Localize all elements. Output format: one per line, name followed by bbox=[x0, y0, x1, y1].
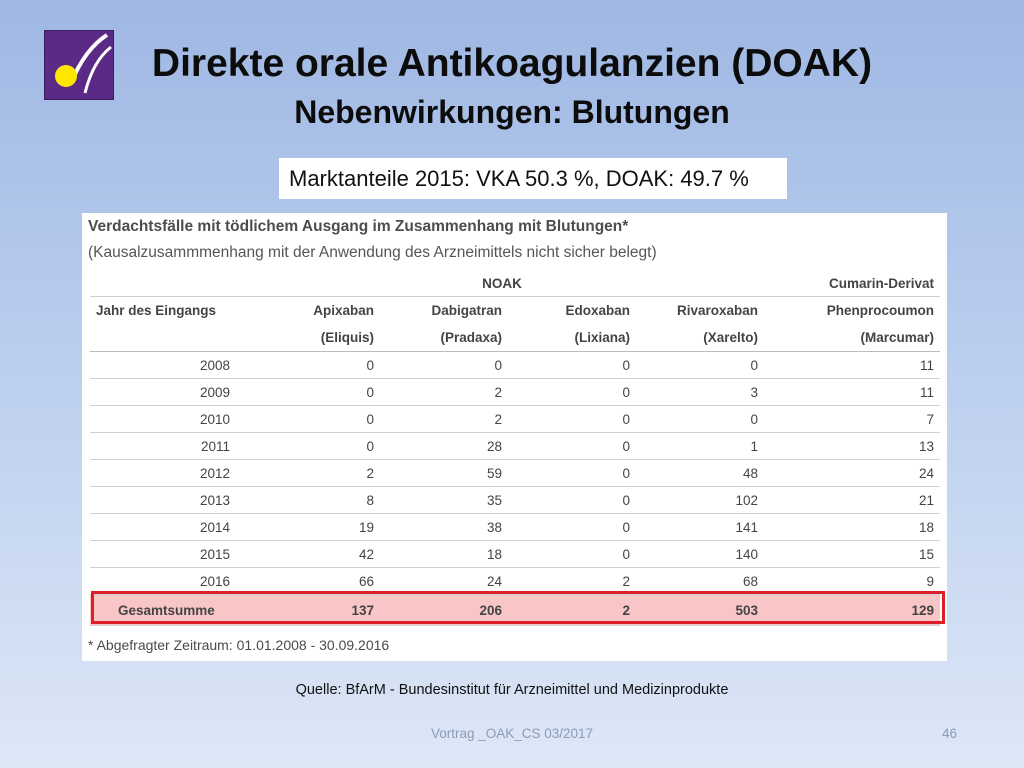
cell-edoxaban: 2 bbox=[508, 568, 636, 595]
fatality-table bbox=[90, 270, 940, 626]
cell-year: 2014 bbox=[90, 514, 240, 541]
table-row bbox=[90, 406, 940, 433]
cell-year: 2008 bbox=[90, 352, 240, 379]
cell-rivaroxaban: 1 bbox=[636, 433, 764, 460]
cell-rivaroxaban: 102 bbox=[636, 487, 764, 514]
col-sub-year bbox=[90, 324, 240, 352]
cell-rivaroxaban: 141 bbox=[636, 514, 764, 541]
col-header-apixaban: Apixaban bbox=[313, 303, 374, 318]
cell-dabigatran: 38 bbox=[380, 514, 508, 541]
cell-year: 2009 bbox=[90, 379, 240, 406]
slide-title: Direkte orale Antikoagulanzien (DOAK) bbox=[151, 42, 873, 85]
col-sub-edoxaban: (Lixiana) bbox=[508, 324, 636, 352]
col-sub-rivaroxaban: (Xarelto) bbox=[636, 324, 764, 352]
col-sub-dabigatran: (Pradaxa) bbox=[380, 324, 508, 352]
cell-edoxaban: 0 bbox=[508, 487, 636, 514]
total-row bbox=[90, 595, 940, 626]
table-row bbox=[90, 541, 940, 568]
cell-dabigatran: 24 bbox=[380, 568, 508, 595]
cell-year: 2016 bbox=[90, 568, 240, 595]
cell-dabigatran: 28 bbox=[380, 433, 508, 460]
total-dabigatran: 206 bbox=[380, 595, 508, 626]
cell-phenprocoumon: 13 bbox=[764, 433, 940, 460]
table-heading: Verdachtsfälle mit tödlichem Ausgang im Zusammenhang mit Blutungen* bbox=[88, 218, 629, 235]
total-phenprocoumon: 129 bbox=[764, 595, 940, 626]
cell-year: 2013 bbox=[90, 487, 240, 514]
cell-edoxaban: 0 bbox=[508, 541, 636, 568]
column-header-row bbox=[90, 297, 940, 325]
cell-phenprocoumon: 21 bbox=[764, 487, 940, 514]
table-subheading: (Kausalzusammmenhang mit der Anwendung des Arzneimittels nicht sicher belegt) bbox=[88, 244, 657, 261]
cell-year: 2010 bbox=[90, 406, 240, 433]
column-subheader-row bbox=[90, 324, 940, 352]
market-share-box: Marktanteile 2015: VKA 50.3 %, DOAK: 49.7 % bbox=[279, 158, 787, 199]
cell-phenprocoumon: 24 bbox=[764, 460, 940, 487]
table-footnote: * Abgefragter Zeitraum: 01.01.2008 - 30.09.2016 bbox=[88, 637, 390, 653]
cell-apixaban: 0 bbox=[240, 406, 380, 433]
data-panel bbox=[82, 213, 947, 661]
slide-subtitle: Nebenwirkungen: Blutungen bbox=[294, 94, 730, 130]
cell-apixaban: 8 bbox=[240, 487, 380, 514]
col-header-edoxaban: Edoxaban bbox=[565, 303, 630, 318]
cell-dabigatran: 0 bbox=[380, 352, 508, 379]
cell-apixaban: 66 bbox=[240, 568, 380, 595]
cell-edoxaban: 0 bbox=[508, 433, 636, 460]
source-citation: Quelle: BfArM - Bundesinstitut für Arzneimittel und Medizinprodukte bbox=[295, 682, 729, 698]
total-apixaban: 137 bbox=[240, 595, 380, 626]
col-sub-apixaban: (Eliquis) bbox=[240, 324, 380, 352]
table-row bbox=[90, 514, 940, 541]
cell-dabigatran: 2 bbox=[380, 379, 508, 406]
cell-edoxaban: 0 bbox=[508, 514, 636, 541]
cell-year: 2012 bbox=[90, 460, 240, 487]
col-header-rivaroxaban: Rivaroxaban bbox=[676, 303, 758, 318]
slide-footer: Vortrag _OAK_CS 03/2017 bbox=[430, 726, 594, 741]
cell-phenprocoumon: 18 bbox=[764, 514, 940, 541]
total-edoxaban: 2 bbox=[508, 595, 636, 626]
cell-year: 2015 bbox=[90, 541, 240, 568]
cell-phenprocoumon: 15 bbox=[764, 541, 940, 568]
cell-apixaban: 2 bbox=[240, 460, 380, 487]
cell-dabigatran: 2 bbox=[380, 406, 508, 433]
cell-apixaban: 0 bbox=[240, 433, 380, 460]
cell-apixaban: 19 bbox=[240, 514, 380, 541]
cell-phenprocoumon: 11 bbox=[764, 352, 940, 379]
cell-rivaroxaban: 3 bbox=[636, 379, 764, 406]
group-header-row bbox=[90, 270, 940, 297]
col-sub-phenprocoumon: (Marcumar) bbox=[764, 324, 940, 352]
table-row bbox=[90, 379, 940, 406]
table-row bbox=[90, 460, 940, 487]
cell-phenprocoumon: 9 bbox=[764, 568, 940, 595]
group-noak: NOAK bbox=[240, 270, 764, 297]
group-cumarin: Cumarin-Derivat bbox=[764, 270, 940, 297]
cell-edoxaban: 0 bbox=[508, 352, 636, 379]
cell-apixaban: 0 bbox=[240, 379, 380, 406]
total-rivaroxaban: 503 bbox=[636, 595, 764, 626]
total-label: Gesamtsumme bbox=[90, 595, 240, 626]
cell-rivaroxaban: 48 bbox=[636, 460, 764, 487]
cell-year: 2011 bbox=[90, 433, 240, 460]
table-row bbox=[90, 433, 940, 460]
col-header-phenprocoumon: Phenprocoumon bbox=[826, 303, 934, 318]
cell-phenprocoumon: 11 bbox=[764, 379, 940, 406]
table-row bbox=[90, 487, 940, 514]
table-row bbox=[90, 352, 940, 379]
page-number: 46 bbox=[942, 726, 958, 741]
cell-edoxaban: 0 bbox=[508, 379, 636, 406]
cell-edoxaban: 0 bbox=[508, 460, 636, 487]
cell-phenprocoumon: 7 bbox=[764, 406, 940, 433]
cell-dabigatran: 59 bbox=[380, 460, 508, 487]
cell-rivaroxaban: 140 bbox=[636, 541, 764, 568]
col-header-dabigatran: Dabigatran bbox=[431, 303, 502, 318]
cell-dabigatran: 18 bbox=[380, 541, 508, 568]
cell-edoxaban: 0 bbox=[508, 406, 636, 433]
cell-apixaban: 0 bbox=[240, 352, 380, 379]
table-row bbox=[90, 568, 940, 595]
cell-rivaroxaban: 68 bbox=[636, 568, 764, 595]
cell-rivaroxaban: 0 bbox=[636, 352, 764, 379]
col-header-year: Jahr des Eingangs bbox=[96, 303, 217, 318]
cell-dabigatran: 35 bbox=[380, 487, 508, 514]
cell-rivaroxaban: 0 bbox=[636, 406, 764, 433]
cell-apixaban: 42 bbox=[240, 541, 380, 568]
